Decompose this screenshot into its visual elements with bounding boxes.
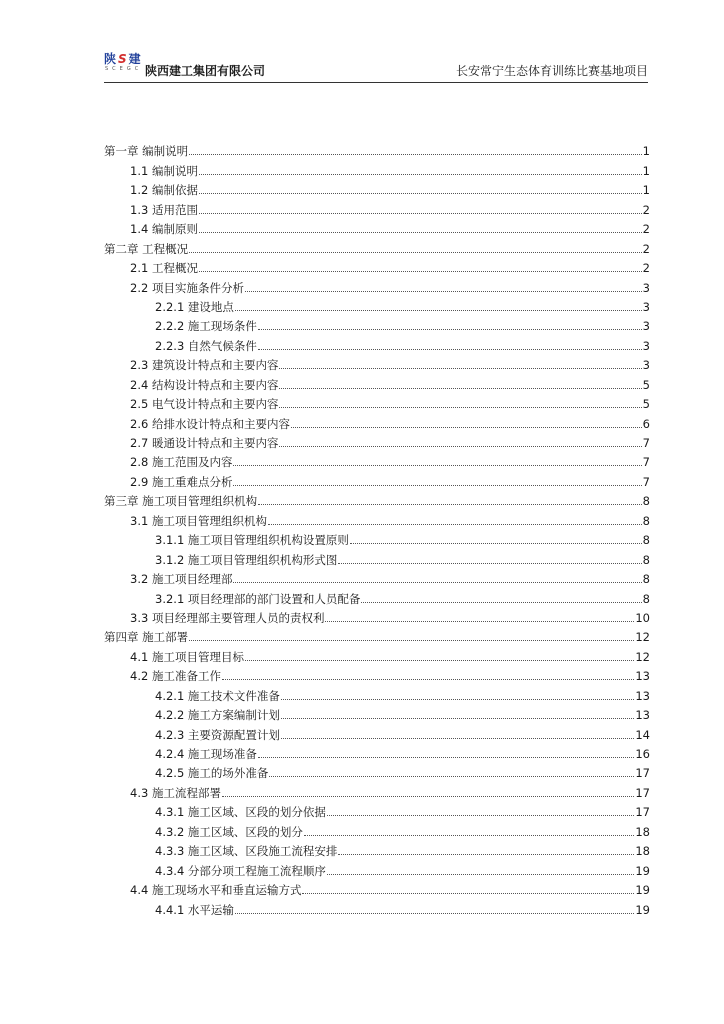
toc-leader-dots <box>327 873 634 875</box>
toc-entry[interactable] <box>104 528 650 547</box>
toc-leader-dots <box>233 581 641 583</box>
toc-entry[interactable] <box>104 256 650 275</box>
toc-leader-dots <box>235 912 634 914</box>
toc-entry-page: 5 <box>642 377 650 392</box>
toc-entry-page: 17 <box>635 785 650 800</box>
toc-entry-page: 17 <box>635 805 650 820</box>
toc-leader-dots <box>258 756 634 758</box>
toc-leader-dots <box>361 601 641 603</box>
toc-leader-dots <box>281 737 634 739</box>
toc-entry[interactable] <box>104 878 650 897</box>
toc-entry-page: 18 <box>635 844 650 859</box>
toc-entry-title: 4.2.4 施工现场准备 <box>155 747 257 761</box>
toc-entry-page: 14 <box>635 727 650 742</box>
toc-leader-dots <box>235 309 642 311</box>
toc-entry[interactable] <box>104 586 650 605</box>
toc-entry-title: 1.2 编制依据 <box>130 183 198 198</box>
toc-entry[interactable] <box>104 703 650 722</box>
toc-entry[interactable] <box>104 567 650 586</box>
toc-entry-title: 2.2.3 自然气候条件 <box>155 338 257 353</box>
toc-leader-dots <box>281 717 634 719</box>
toc-entry-page: 1 <box>642 183 650 198</box>
toc-entry[interactable] <box>104 625 650 644</box>
toc-entry-page: 3 <box>642 299 650 314</box>
toc-entry[interactable] <box>104 858 650 877</box>
toc-entry[interactable] <box>104 644 650 663</box>
toc-entry[interactable] <box>104 897 650 916</box>
toc-entry-title: 4.3.2 施工区域、区段的划分 <box>155 824 303 839</box>
toc-leader-dots <box>325 620 634 622</box>
toc-entry-title: 4.2 施工准备工作 <box>130 669 221 684</box>
toc-entry-title: 2.7 暖通设计特点和主要内容 <box>130 436 279 450</box>
toc-entry-title: 2.2.1 建设地点 <box>155 299 234 314</box>
toc-entry[interactable] <box>104 139 650 158</box>
toc-entry[interactable] <box>104 664 650 683</box>
toc-entry-title: 4.3.3 施工区域、区段施工流程安排 <box>155 844 338 859</box>
toc-leader-dots <box>258 503 642 505</box>
toc-leader-dots <box>233 484 641 486</box>
toc-entry-title: 2.9 施工重难点分析 <box>130 474 233 489</box>
toc-entry[interactable] <box>104 333 650 352</box>
toc-entry[interactable] <box>104 197 650 216</box>
toc-entry-title: 4.1 施工项目管理目标 <box>130 649 244 664</box>
toc-entry-page: 1 <box>642 163 650 178</box>
toc-leader-dots <box>350 542 642 544</box>
toc-entry-page: 12 <box>635 649 650 664</box>
toc-leader-dots <box>189 639 634 641</box>
toc-leader-dots <box>189 251 642 253</box>
toc-entry-page: 17 <box>635 766 650 781</box>
toc-leader-dots <box>269 775 634 777</box>
toc-entry-page: 3 <box>642 319 650 334</box>
toc-entry-page: 19 <box>635 863 650 878</box>
toc-entry-page: 2 <box>642 222 650 237</box>
toc-entry-page: 2 <box>642 261 650 276</box>
toc-entry[interactable] <box>104 742 650 761</box>
toc-entry[interactable] <box>104 178 650 197</box>
toc-leader-dots <box>245 659 634 661</box>
toc-leader-dots <box>199 231 642 233</box>
toc-entry-title: 2.2.2 施工现场条件 <box>155 319 257 334</box>
toc-entry-page: 3 <box>642 280 650 295</box>
toc-entry-page: 8 <box>642 533 650 548</box>
toc-entry-title: 4.4.1 水平运输 <box>155 902 234 917</box>
toc-entry[interactable] <box>104 275 650 294</box>
toc-leader-dots <box>279 367 641 369</box>
toc-entry-title: 3.1.1 施工项目管理组织机构设置原则 <box>155 533 349 548</box>
toc-entry[interactable] <box>104 217 650 236</box>
toc-entry[interactable] <box>104 372 650 391</box>
toc-entry-page: 8 <box>642 572 650 587</box>
toc-entry[interactable] <box>104 780 650 799</box>
toc-leader-dots <box>189 153 642 155</box>
table-of-contents <box>104 139 650 917</box>
logo-text-right: 建 <box>128 52 141 66</box>
logo-text-left: 陕 <box>104 52 117 66</box>
toc-entry-title: 3.2.1 项目经理部的部门设置和人员配备 <box>155 591 361 606</box>
toc-leader-dots <box>258 328 642 330</box>
toc-entry-page: 3 <box>642 358 650 373</box>
toc-entry[interactable] <box>104 392 650 411</box>
toc-entry-title: 4.3 施工流程部署 <box>130 785 221 800</box>
toc-entry-title: 第一章 编制说明 <box>104 144 189 159</box>
toc-entry-title: 4.2.2 施工方案编制计划 <box>155 708 280 723</box>
toc-leader-dots <box>279 387 641 389</box>
toc-entry-title: 2.6 给排水设计特点和主要内容 <box>130 416 290 431</box>
toc-entry-title: 1.4 编制原则 <box>130 222 198 237</box>
toc-entry-title: 2.4 结构设计特点和主要内容 <box>130 377 279 392</box>
toc-entry-title: 4.2.3 主要资源配置计划 <box>155 727 280 742</box>
header-divider <box>104 82 648 83</box>
logo-subtext: SCEGC <box>105 66 143 72</box>
toc-leader-dots <box>199 212 642 214</box>
toc-leader-dots <box>338 853 634 855</box>
toc-entry[interactable] <box>104 295 650 314</box>
toc-entry-page: 5 <box>642 397 650 412</box>
toc-entry-page: 2 <box>642 241 650 256</box>
toc-entry-page: 3 <box>642 338 650 353</box>
toc-entry-page: 19 <box>635 883 650 898</box>
toc-leader-dots <box>279 445 641 447</box>
toc-entry-page: 12 <box>635 630 650 645</box>
toc-entry-title: 4.2.1 施工技术文件准备 <box>155 688 280 703</box>
toc-entry-page: 13 <box>635 669 650 684</box>
toc-leader-dots <box>222 795 634 797</box>
toc-entry-title: 1.3 适用范围 <box>130 202 198 217</box>
toc-leader-dots <box>258 348 642 350</box>
toc-entry-title: 1.1 编制说明 <box>130 163 198 178</box>
toc-entry-page: 19 <box>635 902 650 917</box>
toc-entry-page: 7 <box>642 474 650 489</box>
toc-entry-page: 1 <box>642 144 650 159</box>
toc-leader-dots <box>302 892 634 894</box>
toc-leader-dots <box>199 270 642 272</box>
toc-leader-dots <box>281 698 634 700</box>
toc-leader-dots <box>338 562 641 564</box>
toc-entry-page: 8 <box>642 591 650 606</box>
toc-entry-title: 4.4 施工现场水平和垂直运输方式 <box>130 883 302 898</box>
toc-entry-page: 7 <box>642 436 650 450</box>
toc-entry[interactable] <box>104 547 650 566</box>
toc-entry-page: 7 <box>642 455 650 470</box>
toc-entry-title: 2.3 建筑设计特点和主要内容 <box>130 358 279 373</box>
toc-leader-dots <box>245 290 642 292</box>
project-name: 长安常宁生态体育训练比赛基地项目 <box>455 64 648 78</box>
toc-entry[interactable] <box>104 761 650 780</box>
toc-leader-dots <box>268 523 642 525</box>
toc-entry-page: 8 <box>642 494 650 509</box>
company-name: 陕西建工集团有限公司 <box>145 64 266 78</box>
toc-leader-dots <box>291 426 642 428</box>
toc-entry[interactable] <box>104 158 650 177</box>
toc-entry-page: 16 <box>635 747 650 761</box>
toc-entry-title: 2.8 施工范围及内容 <box>130 455 233 470</box>
toc-entry-page: 6 <box>642 416 650 431</box>
toc-leader-dots <box>199 192 642 194</box>
toc-entry-title: 3.1.2 施工项目管理组织机构形式图 <box>155 552 338 567</box>
toc-entry-page: 10 <box>635 610 650 625</box>
toc-entry[interactable] <box>104 489 650 508</box>
toc-entry[interactable] <box>104 819 650 838</box>
toc-leader-dots <box>279 406 641 408</box>
toc-leader-dots <box>233 464 641 466</box>
toc-entry[interactable] <box>104 800 650 819</box>
toc-entry-title: 第三章 施工项目管理组织机构 <box>104 494 258 509</box>
toc-entry[interactable] <box>104 722 650 741</box>
toc-entry-page: 13 <box>635 708 650 723</box>
toc-entry-page: 8 <box>642 513 650 528</box>
toc-entry-title: 4.3.4 分部分项工程施工流程顺序 <box>155 863 326 878</box>
toc-entry[interactable] <box>104 469 650 488</box>
toc-entry-title: 2.1 工程概况 <box>130 261 198 276</box>
toc-entry-title: 第二章 工程概况 <box>104 241 189 256</box>
toc-leader-dots <box>304 834 634 836</box>
toc-leader-dots <box>199 173 642 175</box>
toc-entry-title: 3.2 施工项目经理部 <box>130 572 233 587</box>
toc-entry-title: 第四章 施工部署 <box>104 630 189 645</box>
toc-entry-title: 4.3.1 施工区域、区段的划分依据 <box>155 805 326 820</box>
toc-entry[interactable] <box>104 508 650 527</box>
toc-entry[interactable] <box>104 839 650 858</box>
toc-entry[interactable] <box>104 411 650 430</box>
page-header <box>104 50 648 82</box>
toc-entry[interactable] <box>104 450 650 469</box>
toc-entry[interactable] <box>104 431 650 450</box>
toc-entry-title: 2.2 项目实施条件分析 <box>130 280 244 295</box>
toc-entry-title: 3.3 项目经理部主要管理人员的责权利 <box>130 610 325 625</box>
toc-entry-page: 13 <box>635 688 650 703</box>
toc-entry[interactable] <box>104 683 650 702</box>
toc-entry-title: 2.5 电气设计特点和主要内容 <box>130 397 279 412</box>
toc-leader-dots <box>222 678 634 680</box>
toc-entry-page: 2 <box>642 202 650 217</box>
toc-entry-page: 8 <box>642 552 650 567</box>
toc-entry[interactable] <box>104 353 650 372</box>
toc-entry-title: 3.1 施工项目管理组织机构 <box>130 513 267 528</box>
logo-swoosh-icon: S <box>118 52 127 66</box>
toc-entry-title: 4.2.5 施工的场外准备 <box>155 766 269 781</box>
toc-entry[interactable] <box>104 606 650 625</box>
toc-entry[interactable] <box>104 314 650 333</box>
toc-entry-page: 18 <box>635 824 650 839</box>
toc-leader-dots <box>327 814 634 816</box>
toc-entry[interactable] <box>104 236 650 255</box>
